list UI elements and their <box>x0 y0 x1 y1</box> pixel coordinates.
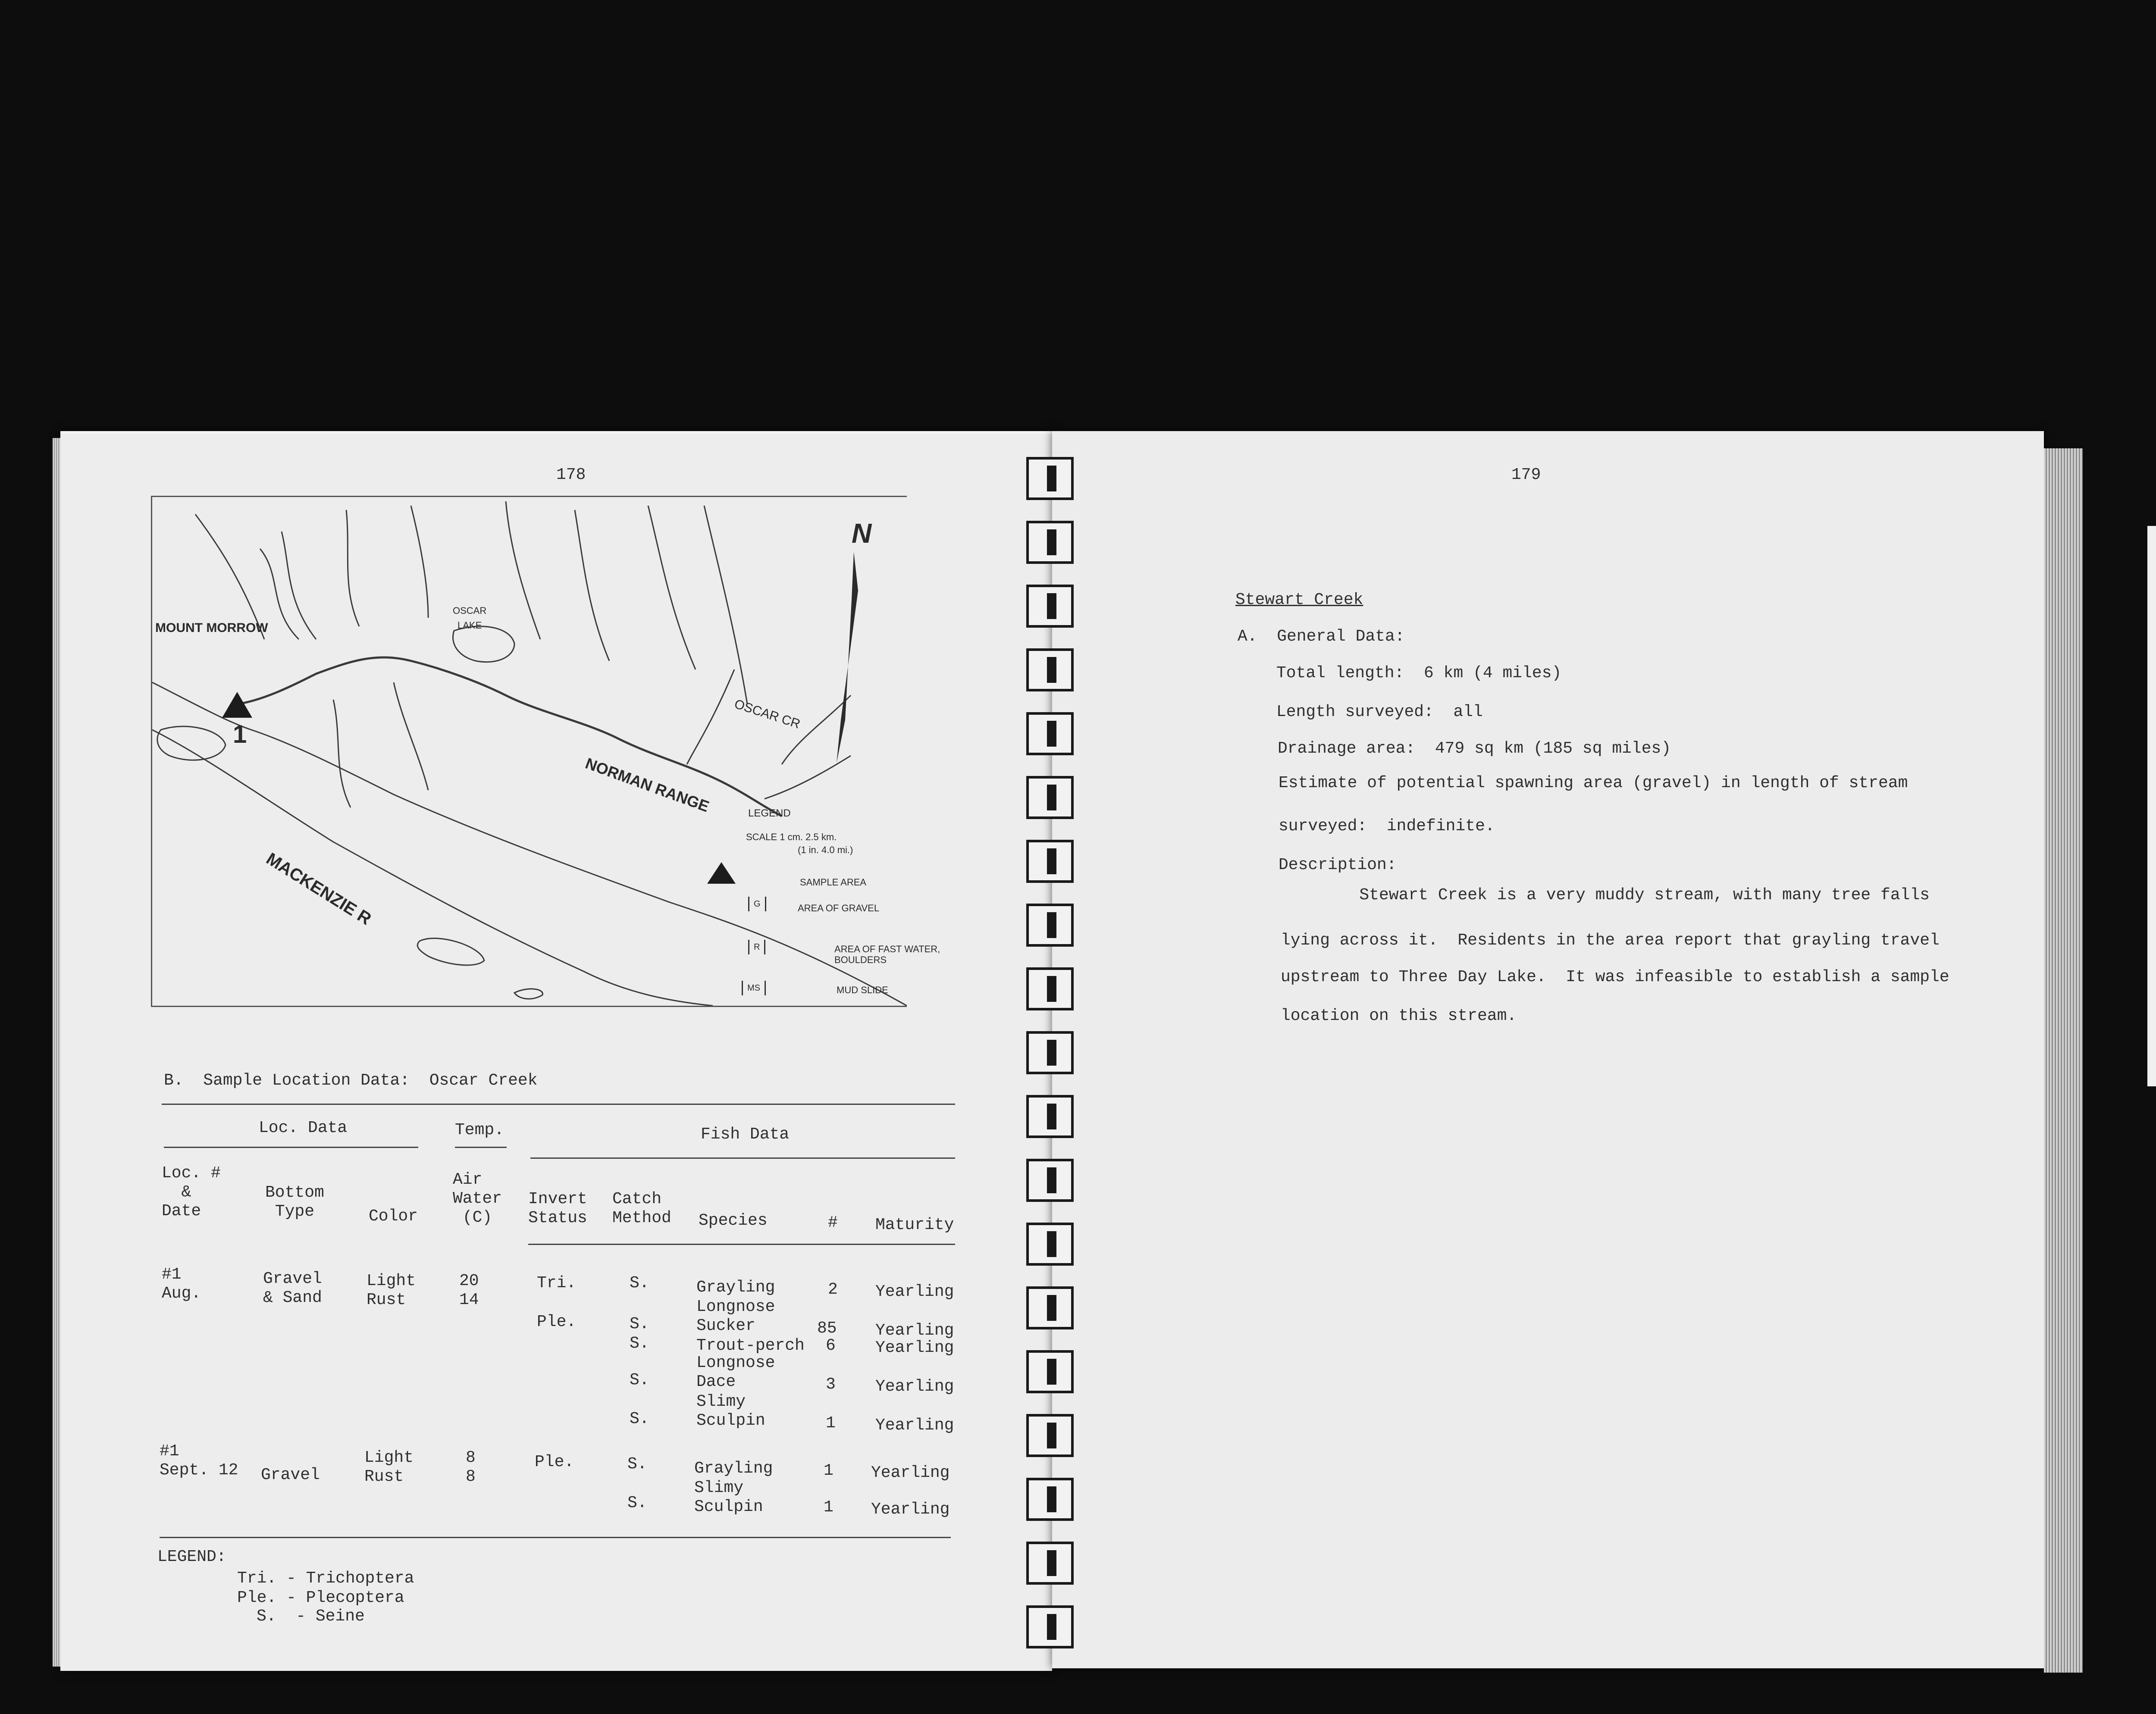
table-top-rule <box>162 1104 955 1105</box>
table-cell-temp: 20 14 <box>459 1272 479 1309</box>
table-cell-count: 6 <box>826 1336 836 1355</box>
table-bottom-rule <box>160 1537 951 1538</box>
col-header-maturity: Maturity <box>875 1216 954 1234</box>
binding-ring <box>1026 840 1074 883</box>
col-header-bottom-type: Bottom Type <box>265 1183 324 1221</box>
header-bottom-rule <box>528 1244 955 1245</box>
table-cell-species: Grayling <box>694 1459 773 1478</box>
north-arrow-icon <box>828 547 862 772</box>
sample-area-marker-icon <box>222 692 252 718</box>
table-cell-method: S. <box>630 1410 649 1428</box>
description-label: Description: <box>1279 856 1397 874</box>
table-cell-maturity: Yearling <box>875 1282 954 1301</box>
description-line: upstream to Three Day Lake. It was infeasible to establish a sample <box>1281 968 1949 986</box>
table-cell-loc: #1 Aug. <box>162 1265 201 1303</box>
table-cell-method: S. <box>630 1274 649 1292</box>
table-cell-species: Trout-perch <box>696 1336 805 1355</box>
mud-slide-legend-symbol: MS <box>742 981 766 995</box>
binding-ring <box>1026 904 1074 947</box>
binding-ring <box>1026 1542 1074 1585</box>
table-cell-method: S. <box>630 1315 649 1333</box>
table-cell-count: 85 <box>817 1319 837 1338</box>
page-number-right: 179 <box>1511 466 1541 484</box>
binding-ring <box>1026 1605 1074 1648</box>
table-legend-item: S. - Seine <box>257 1607 365 1626</box>
table-cell-method: S. <box>627 1455 647 1473</box>
group-header-temp: Temp. <box>455 1121 505 1139</box>
table-cell-count: 1 <box>824 1498 834 1517</box>
binding-ring <box>1026 648 1074 691</box>
table-cell-maturity: Yearling <box>875 1377 954 1396</box>
archive-reference-tab <box>2147 526 2156 1086</box>
table-legend-item: Tri. - Trichoptera <box>237 1569 414 1588</box>
binding-ring <box>1026 457 1074 500</box>
binding-ring <box>1026 1414 1074 1457</box>
table-cell-method: S. <box>630 1334 649 1353</box>
page-number-left: 178 <box>556 466 586 484</box>
total-length: Total length: 6 km (4 miles) <box>1276 664 1562 682</box>
binding-ring <box>1026 712 1074 755</box>
map-legend-mud-slide: MUD SLIDE <box>837 985 888 995</box>
binding-ring <box>1026 776 1074 819</box>
description-line: lying across it. Residents in the area report that grayling travel <box>1281 931 1940 950</box>
map-legend-title: LEGEND <box>748 807 791 819</box>
table-cell-species: Grayling <box>696 1278 775 1297</box>
table-cell-count: 1 <box>824 1461 834 1480</box>
description-line: location on this stream. <box>1281 1007 1517 1025</box>
table-cell-invert: Ple. <box>535 1453 574 1471</box>
binding-ring <box>1026 1286 1074 1329</box>
section-a-title: A. General Data: <box>1238 627 1405 646</box>
binding-ring <box>1026 1031 1074 1074</box>
right-page <box>1052 431 2044 1668</box>
table-cell-count: 2 <box>828 1280 838 1299</box>
table-cell-invert: Ple. <box>537 1313 577 1331</box>
table-cell-species: Longnose Sucker <box>696 1298 775 1335</box>
map-label-oscar-lake: OSCAR LAKE <box>453 605 487 631</box>
map-scale-line2: (1 in. 4.0 mi.) <box>798 844 853 855</box>
map-site-number: 1 <box>233 720 247 748</box>
map-legend-gravel: AREA OF GRAVEL <box>798 903 880 913</box>
gravel-legend-symbol: G <box>748 897 766 911</box>
map-scale-line1: SCALE 1 cm. 2.5 km. <box>746 832 837 842</box>
table-cell-method: S. <box>627 1494 647 1512</box>
binding-ring <box>1026 1095 1074 1138</box>
length-surveyed: Length surveyed: all <box>1276 703 1483 721</box>
table-legend-title: LEGEND: <box>157 1548 226 1566</box>
table-cell-method: S. <box>630 1371 649 1389</box>
binding-ring <box>1026 1478 1074 1521</box>
loc-data-rule <box>164 1147 418 1148</box>
col-header-catch-method: Catch Method <box>612 1190 671 1227</box>
table-cell-color: Light Rust <box>367 1272 416 1309</box>
map-label-mount-morrow: MOUNT MORROW <box>155 621 268 635</box>
table-cell-species: Slimy Sculpin <box>694 1479 763 1516</box>
fish-data-rule <box>530 1157 955 1159</box>
col-header-loc-date: Loc. # & Date <box>162 1164 221 1220</box>
section-b-title: B. Sample Location Data: Oscar Creek <box>164 1071 538 1090</box>
map-north-label: N <box>852 518 872 549</box>
description-line: Stewart Creek is a very muddy stream, with many tree falls <box>1281 886 1930 904</box>
binding-ring <box>1026 521 1074 564</box>
table-cell-species: Slimy Sculpin <box>696 1392 765 1430</box>
table-cell-species: Longnose Dace <box>696 1354 775 1391</box>
table-cell-maturity: Yearling <box>875 1321 954 1340</box>
map-legend-fast-water-2: BOULDERS <box>834 954 887 965</box>
map-legend-fast-water-1: AREA OF FAST WATER, <box>834 944 940 954</box>
col-header-species: Species <box>699 1211 768 1230</box>
map-label-oscar-cr: OSCAR CR <box>732 697 802 732</box>
drainage-area: Drainage area: 479 sq km (185 sq miles) <box>1278 739 1671 758</box>
spiral-binding <box>1026 457 1074 1698</box>
table-cell-maturity: Yearling <box>875 1416 954 1435</box>
spawning-estimate-line1: Estimate of potential spawning area (gravel) in length of stream <box>1279 774 1908 792</box>
binding-ring <box>1026 1223 1074 1266</box>
table-cell-bottom: Gravel & Sand <box>263 1270 322 1307</box>
table-cell-color: Light Rust <box>364 1448 414 1486</box>
table-cell-temp: 8 8 <box>466 1448 476 1486</box>
col-header-color: Color <box>369 1207 418 1226</box>
table-cell-maturity: Yearling <box>871 1464 950 1482</box>
binding-ring <box>1026 585 1074 628</box>
binding-ring <box>1026 1350 1074 1393</box>
table-cell-bottom: Gravel <box>261 1466 320 1484</box>
group-header-loc-data: Loc. Data <box>259 1119 348 1137</box>
col-header-air-water: Air Water (C) <box>453 1170 502 1227</box>
group-header-fish-data: Fish Data <box>701 1125 790 1144</box>
table-legend-item: Ple. - Plecoptera <box>237 1589 404 1607</box>
map-label-norman-range: NORMAN RANGE <box>583 754 712 816</box>
map-label-mackenzie-r: MACKENZIE R <box>263 849 375 929</box>
section-heading: Stewart Creek <box>1235 591 1363 609</box>
binding-ring <box>1026 1159 1074 1202</box>
map-figure <box>151 496 907 1007</box>
table-cell-maturity: Yearling <box>871 1500 950 1519</box>
binding-ring <box>1026 967 1074 1010</box>
col-header-count: # <box>828 1214 838 1232</box>
map-legend-sample-area: SAMPLE AREA <box>800 877 867 888</box>
sample-area-legend-icon <box>707 862 736 884</box>
table-cell-invert: Tri. <box>537 1274 577 1292</box>
table-cell-maturity: Yearling <box>875 1339 954 1357</box>
table-cell-count: 3 <box>826 1375 836 1394</box>
map-drawing <box>152 497 907 1006</box>
col-header-invert-status: Invert Status <box>528 1190 587 1227</box>
spawning-estimate-line2: surveyed: indefinite. <box>1279 817 1495 835</box>
table-cell-loc: #1 Sept. 12 <box>160 1442 238 1479</box>
temp-rule <box>455 1147 507 1148</box>
fast-water-legend-symbol: R <box>748 940 765 954</box>
table-cell-count: 1 <box>826 1414 836 1433</box>
